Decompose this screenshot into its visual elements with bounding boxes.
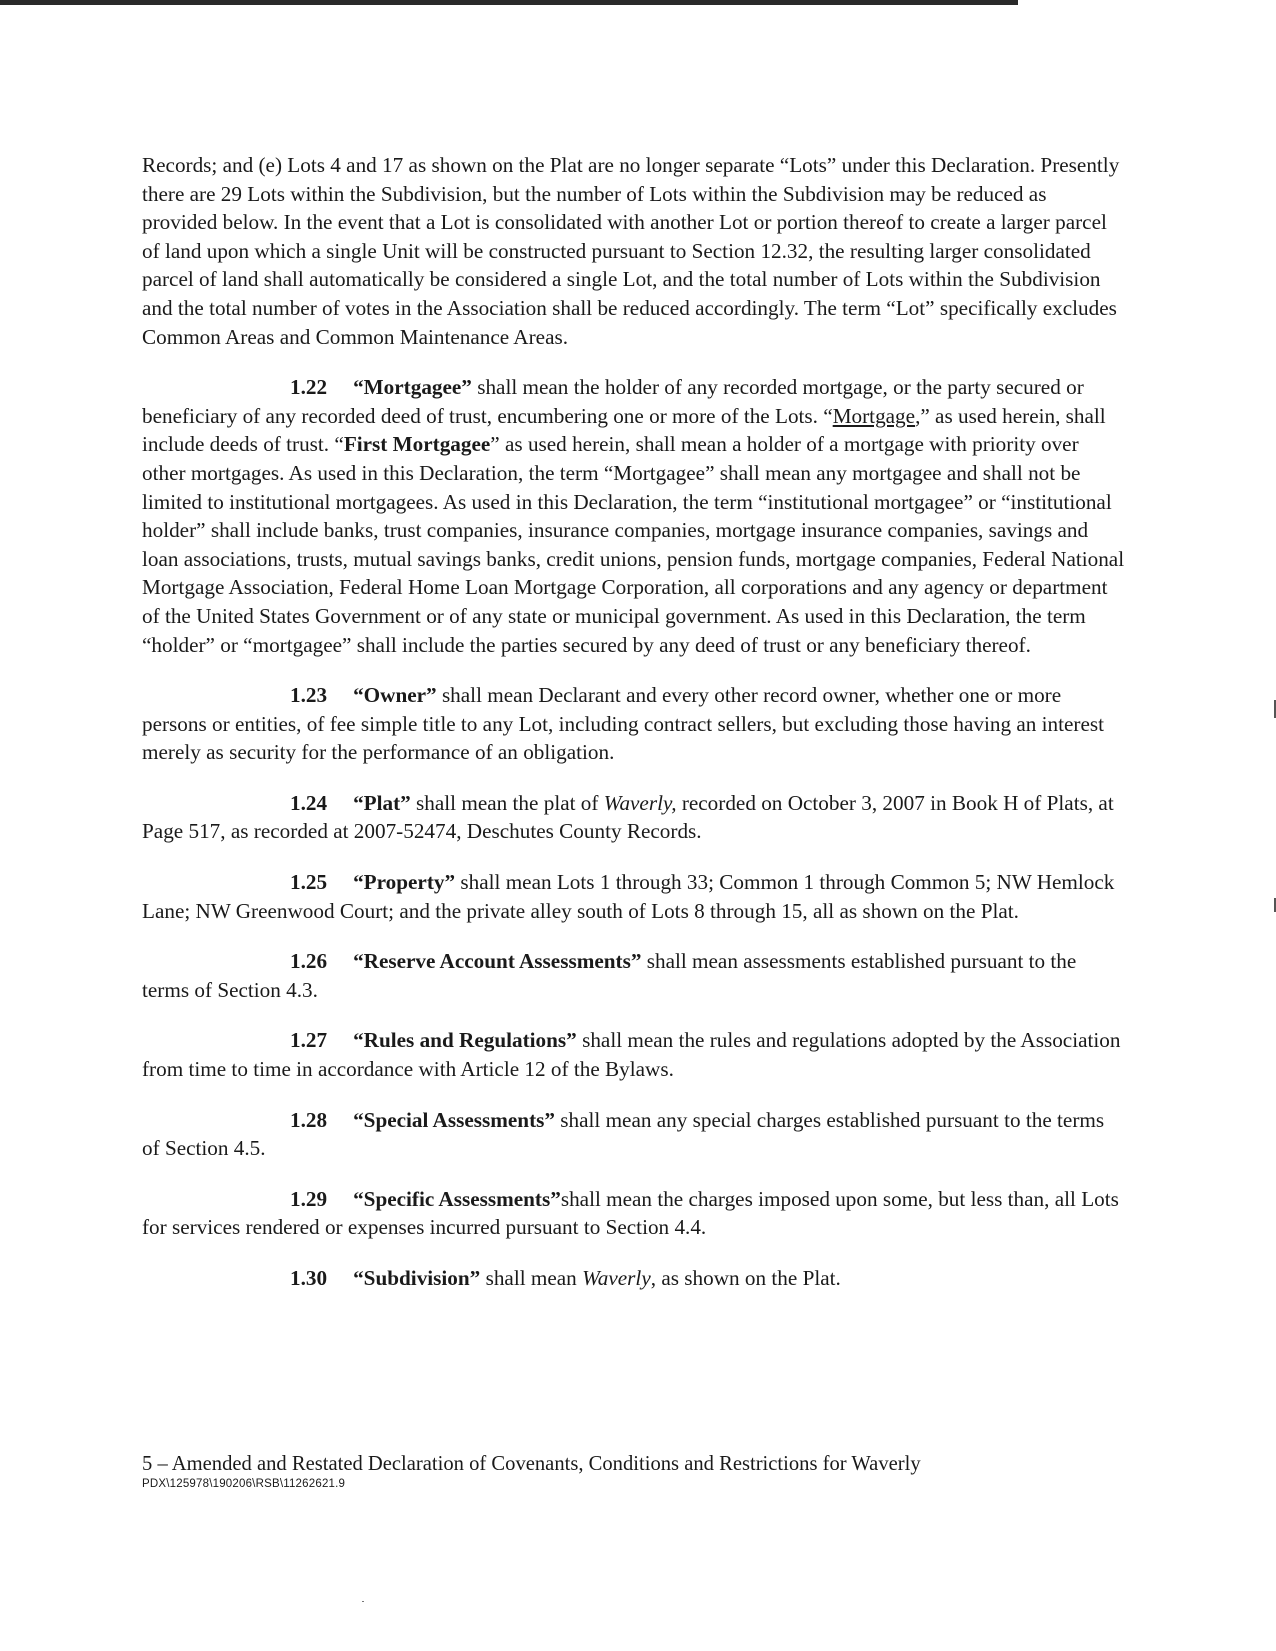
definition-text: shall mean any special charges established pursuant to the terms of Section 4.5. (142, 1107, 1105, 1161)
section-number: 1.28 (290, 1107, 328, 1132)
defined-term: “Plat” (353, 790, 411, 815)
defined-term: “Rules and Regulations” (353, 1028, 577, 1053)
paragraph-text: Records; and (e) Lots 4 and 17 as shown on the Plat are no longer separate “Lots” under this Declaration. Presently there are 29 Lots within the Subdivision, but the number of Lots within the Subdivision may be reduced as provided below. In the event that a Lot is consolidated with another Lot or portion thereof to create a larger parcel of land upon which a single Unit will be constructed pursuant to Section 12.32, the resulting larger consolidated parcel of land shall automatically be considered a single Lot, and the total number of Lots within the Subdivision and the total number of votes in the Association shall be reduced accordingly. The term “Lot” specifically excludes Common Areas and Common Maintenance Areas. (142, 153, 1120, 349)
defined-term: “Reserve Account Assessments” (353, 949, 642, 974)
footer-document-title: 5 – Amended and Restated Declaration of Covenants, Conditions and Restrictions for Waverly (142, 1453, 921, 1475)
section-number: 1.27 (290, 1028, 328, 1053)
definition-1-25-property (142, 868, 1126, 925)
definition-text: , as shown on the Plat. (650, 1266, 841, 1290)
definition-1-23-owner (142, 681, 1126, 767)
definition-1-28-special-assessments (142, 1106, 1126, 1163)
defined-term-first-mortgagee: First Mortgagee (343, 432, 491, 457)
italic-name: Waverly, (603, 790, 677, 815)
definition-1-26-reserve-account-assessments (142, 947, 1126, 1004)
definition-text: shall mean the holder of any recorded mortgage, or the party secured or beneficiary of any recorded deed of trust, encumbering one or more of the Lots. “ (142, 375, 1084, 428)
definition-text: recorded on October 3, 2007 in Book H of Plats, at Page 517, as recorded at 2007-52474, Deschutes County Records. (142, 790, 1114, 844)
top-scan-border (0, 0, 1018, 5)
section-number: 1.29 (290, 1186, 328, 1211)
definition-text: shall mean Declarant and every other record owner, whether one or more persons or entities, of fee simple title to any Lot, including contract sellers, but excluding those having an interest merely as security for the performance of an obligation. (142, 683, 1105, 765)
defined-term: “Specific Assessments” (353, 1186, 561, 1211)
italic-name: Waverly (582, 1266, 651, 1290)
defined-term: “Mortgagee” (353, 375, 472, 400)
section-number: 1.23 (290, 683, 328, 708)
paragraph-lot-definition-continued (142, 151, 1126, 351)
definition-text: shall mean (480, 1266, 583, 1290)
definition-text: shall mean Lots 1 through 33; Common 1 through Common 5; NW Hemlock Lane; NW Greenwood Court; and the private alley south of Lots 8 through 15, all as shown on the Plat. (142, 870, 1115, 923)
definition-text: shall mean the rules and regulations adopted by the Association from time to time in accordance with Article 12 of the Bylaws. (142, 1028, 1121, 1082)
section-number: 1.25 (290, 870, 328, 895)
scan-speck (362, 1601, 364, 1602)
definition-text: shall mean the charges imposed upon some, but less than, all Lots for services rendered or expenses incurred pursuant to Section 4.4. (142, 1186, 1119, 1240)
underlined-term: Mortgage (832, 403, 916, 428)
definition-1-29-specific-assessments (142, 1185, 1126, 1242)
definition-text: shall mean assessments established pursuant to the terms of Section 4.3. (142, 949, 1077, 1002)
section-number: 1.30 (290, 1266, 328, 1290)
footer-document-code: PDX\125978\190206\RSB\11262621.9 (142, 1478, 346, 1490)
definition-1-22-mortgagee (142, 373, 1126, 659)
definition-text: shall mean the plat of (410, 790, 604, 815)
definition-text: ,” as used herein, shall include deeds of trust. “ (142, 403, 1106, 457)
page-footer (142, 1451, 1142, 1491)
document-body (142, 151, 1126, 1315)
defined-term: “Property” (353, 870, 456, 895)
section-number: 1.26 (290, 949, 328, 974)
definition-1-30-subdivision (142, 1264, 1126, 1293)
defined-term: “Special Assessments” (353, 1107, 555, 1132)
definition-1-27-rules-and-regulations (142, 1026, 1126, 1083)
definition-text: ” as used herein, shall mean a holder of a mortgage with priority over other mortgages. As used in this Declaration, the term “Mortgagee” shall mean any mortgagee and shall not be limited to institutional mortgagees. As used in this Declaration, the term “institutional mortgagee” or “institutional holder” shall include banks, trust companies, insurance companies, mortgage insurance companies, savings and loan associations, trusts, mutual savings banks, credit unions, pension funds, mortgage companies, Federal National Mortgage Association, Federal Home Loan Mortgage Corporation, all corporations and any agency or department of the United States Government or of any state or municipal government. As used in this Declaration, the term “holder” or “mortgagee” shall include the parties secured by any deed of trust or any beneficiary thereof. (142, 432, 1125, 657)
defined-term: “Subdivision” (353, 1266, 481, 1290)
defined-term: “Owner” (353, 683, 437, 708)
section-number: 1.24 (290, 790, 328, 815)
definition-1-24-plat (142, 789, 1126, 846)
section-number: 1.22 (290, 375, 328, 400)
